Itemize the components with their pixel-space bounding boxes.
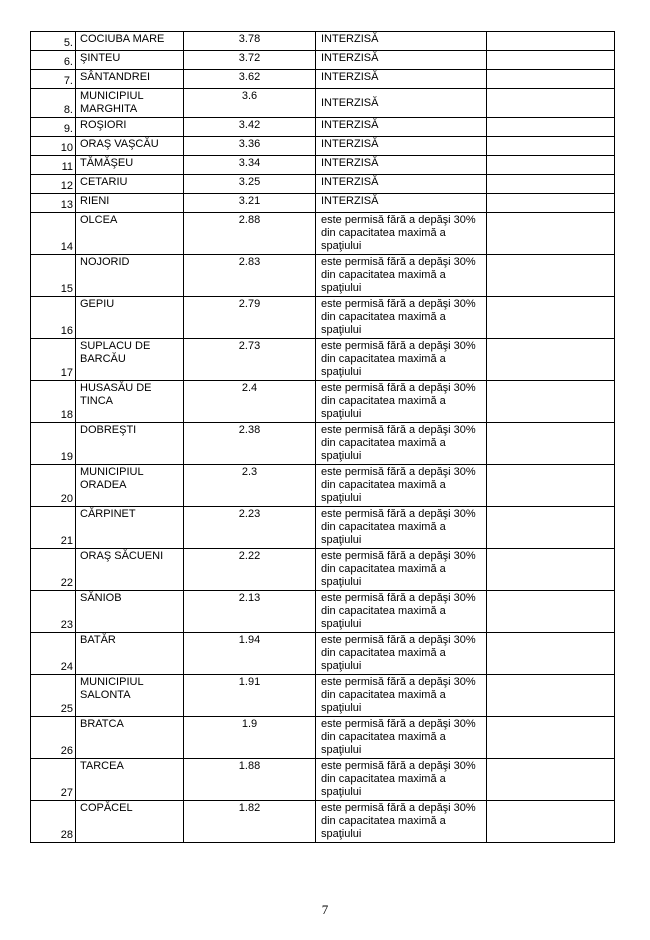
- empty-cell: [487, 339, 615, 381]
- empty-cell: [487, 633, 615, 675]
- empty-cell: [487, 137, 615, 156]
- row-number: 16: [31, 297, 76, 339]
- row-number: 12: [31, 175, 76, 194]
- activity-status: INTERZISĂ: [316, 32, 487, 51]
- row-number: 11: [31, 156, 76, 175]
- row-number: 25: [31, 675, 76, 717]
- activity-status: este permisă fără a depăşi 30% din capacitatea maximă a spaţiului: [316, 381, 487, 423]
- row-number: 18: [31, 381, 76, 423]
- table-row: [31, 175, 615, 194]
- activity-status: este permisă fără a depăşi 30% din capacitatea maximă a spaţiului: [316, 591, 487, 633]
- empty-cell: [487, 89, 615, 118]
- table-row: [31, 675, 615, 717]
- row-number: 24: [31, 633, 76, 675]
- locality-name: TĂMĂŞEU: [76, 156, 184, 175]
- row-number: 5.: [31, 32, 76, 51]
- row-number: 28: [31, 801, 76, 843]
- locality-name: ROŞIORI: [76, 118, 184, 137]
- incidence-rate: 3.25: [184, 175, 316, 194]
- empty-cell: [487, 381, 615, 423]
- row-number: 14: [31, 213, 76, 255]
- activity-status: INTERZISĂ: [316, 89, 487, 118]
- locality-name: BRATCA: [76, 717, 184, 759]
- row-number: 13: [31, 194, 76, 213]
- table-row: [31, 801, 615, 843]
- table-row: [31, 759, 615, 801]
- row-number: 20: [31, 465, 76, 507]
- table-row: [31, 423, 615, 465]
- incidence-rate: 3.62: [184, 70, 316, 89]
- activity-status: este permisă fără a depăşi 30% din capacitatea maximă a spaţiului: [316, 717, 487, 759]
- activity-status: este permisă fără a depăşi 30% din capacitatea maximă a spaţiului: [316, 507, 487, 549]
- incidence-rate: 2.22: [184, 549, 316, 591]
- activity-status: INTERZISĂ: [316, 156, 487, 175]
- incidence-rate: 1.91: [184, 675, 316, 717]
- empty-cell: [487, 759, 615, 801]
- activity-status: este permisă fără a depăşi 30% din capacitatea maximă a spaţiului: [316, 423, 487, 465]
- activity-status: este permisă fără a depăşi 30% din capacitatea maximă a spaţiului: [316, 465, 487, 507]
- empty-cell: [487, 549, 615, 591]
- activity-status: INTERZISĂ: [316, 175, 487, 194]
- incidence-rate: 1.94: [184, 633, 316, 675]
- empty-cell: [487, 213, 615, 255]
- locality-name: MUNICIPIUL SALONTA: [76, 675, 184, 717]
- table-row: [31, 717, 615, 759]
- incidence-rate: 3.78: [184, 32, 316, 51]
- locality-name: OLCEA: [76, 213, 184, 255]
- table-row: [31, 507, 615, 549]
- table-row: [31, 156, 615, 175]
- row-number: 15: [31, 255, 76, 297]
- empty-cell: [487, 194, 615, 213]
- activity-status: este permisă fără a depăşi 30% din capacitatea maximă a spaţiului: [316, 633, 487, 675]
- empty-cell: [487, 297, 615, 339]
- empty-cell: [487, 675, 615, 717]
- table-body: [31, 32, 615, 843]
- incidence-rate: 3.42: [184, 118, 316, 137]
- activity-status: INTERZISĂ: [316, 70, 487, 89]
- activity-status: este permisă fără a depăşi 30% din capacitatea maximă a spaţiului: [316, 675, 487, 717]
- table-row: [31, 591, 615, 633]
- incidence-rate: 2.4: [184, 381, 316, 423]
- activity-status: INTERZISĂ: [316, 137, 487, 156]
- row-number: 27: [31, 759, 76, 801]
- incidence-rate: 2.83: [184, 255, 316, 297]
- empty-cell: [487, 255, 615, 297]
- incidence-rate: 2.38: [184, 423, 316, 465]
- table-row: [31, 118, 615, 137]
- locality-name: MUNICIPIUL ORADEA: [76, 465, 184, 507]
- locality-name: BATĂR: [76, 633, 184, 675]
- locality-name: ŞINTEU: [76, 51, 184, 70]
- activity-status: este permisă fără a depăşi 30% din capacitatea maximă a spaţiului: [316, 297, 487, 339]
- locality-name: NOJORID: [76, 255, 184, 297]
- empty-cell: [487, 156, 615, 175]
- incidence-rate: 3.6: [184, 89, 316, 118]
- row-number: 10: [31, 137, 76, 156]
- locality-name: DOBREŞTI: [76, 423, 184, 465]
- row-number: 21: [31, 507, 76, 549]
- table-row: [31, 633, 615, 675]
- locality-name: RIENI: [76, 194, 184, 213]
- incidence-rate: 2.88: [184, 213, 316, 255]
- locality-name: SĂNIOB: [76, 591, 184, 633]
- table-row: [31, 255, 615, 297]
- empty-cell: [487, 175, 615, 194]
- row-number: 23: [31, 591, 76, 633]
- row-number: 26: [31, 717, 76, 759]
- incidence-rate: 2.23: [184, 507, 316, 549]
- table-row: [31, 70, 615, 89]
- table-row: [31, 465, 615, 507]
- row-number: 9.: [31, 118, 76, 137]
- activity-status: INTERZISĂ: [316, 51, 487, 70]
- locality-name: CĂRPINET: [76, 507, 184, 549]
- incidence-rate: 3.36: [184, 137, 316, 156]
- locality-name: GEPIU: [76, 297, 184, 339]
- incidence-rate: 2.73: [184, 339, 316, 381]
- row-number: 17: [31, 339, 76, 381]
- empty-cell: [487, 70, 615, 89]
- locality-name: TARCEA: [76, 759, 184, 801]
- table-row: [31, 194, 615, 213]
- table-row: [31, 89, 615, 118]
- activity-status: este permisă fără a depăşi 30% din capacitatea maximă a spaţiului: [316, 339, 487, 381]
- activity-status: INTERZISĂ: [316, 118, 487, 137]
- incidence-rate: 3.34: [184, 156, 316, 175]
- locality-name: COPĂCEL: [76, 801, 184, 843]
- localities-table: [30, 31, 615, 843]
- row-number: 8.: [31, 89, 76, 118]
- activity-status: este permisă fără a depăşi 30% din capacitatea maximă a spaţiului: [316, 801, 487, 843]
- row-number: 6.: [31, 51, 76, 70]
- locality-name: SUPLACU DE BARCĂU: [76, 339, 184, 381]
- incidence-rate: 3.21: [184, 194, 316, 213]
- locality-name: MUNICIPIUL MARGHITA: [76, 89, 184, 118]
- locality-name: COCIUBA MARE: [76, 32, 184, 51]
- activity-status: INTERZISĂ: [316, 194, 487, 213]
- incidence-rate: 2.79: [184, 297, 316, 339]
- page-number: 7: [321, 902, 329, 917]
- empty-cell: [487, 591, 615, 633]
- incidence-rate: 2.13: [184, 591, 316, 633]
- empty-cell: [487, 118, 615, 137]
- locality-name: CETARIU: [76, 175, 184, 194]
- empty-cell: [487, 423, 615, 465]
- empty-cell: [487, 717, 615, 759]
- locality-name: SÂNTANDREI: [76, 70, 184, 89]
- activity-status: este permisă fără a depăşi 30% din capacitatea maximă a spaţiului: [316, 255, 487, 297]
- table-row: [31, 51, 615, 70]
- row-number: 7.: [31, 70, 76, 89]
- locality-name: HUSASĂU DE TINCA: [76, 381, 184, 423]
- locality-name: ORAŞ SĂCUENI: [76, 549, 184, 591]
- empty-cell: [487, 32, 615, 51]
- incidence-rate: 1.82: [184, 801, 316, 843]
- empty-cell: [487, 801, 615, 843]
- row-number: 19: [31, 423, 76, 465]
- empty-cell: [487, 507, 615, 549]
- activity-status: este permisă fără a depăşi 30% din capacitatea maximă a spaţiului: [316, 759, 487, 801]
- empty-cell: [487, 465, 615, 507]
- table-row: [31, 549, 615, 591]
- table-row: [31, 297, 615, 339]
- row-number: 22: [31, 549, 76, 591]
- table-row: [31, 32, 615, 51]
- table-row: [31, 213, 615, 255]
- activity-status: este permisă fără a depăşi 30% din capacitatea maximă a spaţiului: [316, 213, 487, 255]
- table-row: [31, 339, 615, 381]
- incidence-rate: 1.88: [184, 759, 316, 801]
- incidence-rate: 1.9: [184, 717, 316, 759]
- empty-cell: [487, 51, 615, 70]
- table-row: [31, 381, 615, 423]
- incidence-rate: 3.72: [184, 51, 316, 70]
- incidence-rate: 2.3: [184, 465, 316, 507]
- activity-status: este permisă fără a depăşi 30% din capacitatea maximă a spaţiului: [316, 549, 487, 591]
- locality-name: ORAŞ VAŞCĂU: [76, 137, 184, 156]
- table-row: [31, 137, 615, 156]
